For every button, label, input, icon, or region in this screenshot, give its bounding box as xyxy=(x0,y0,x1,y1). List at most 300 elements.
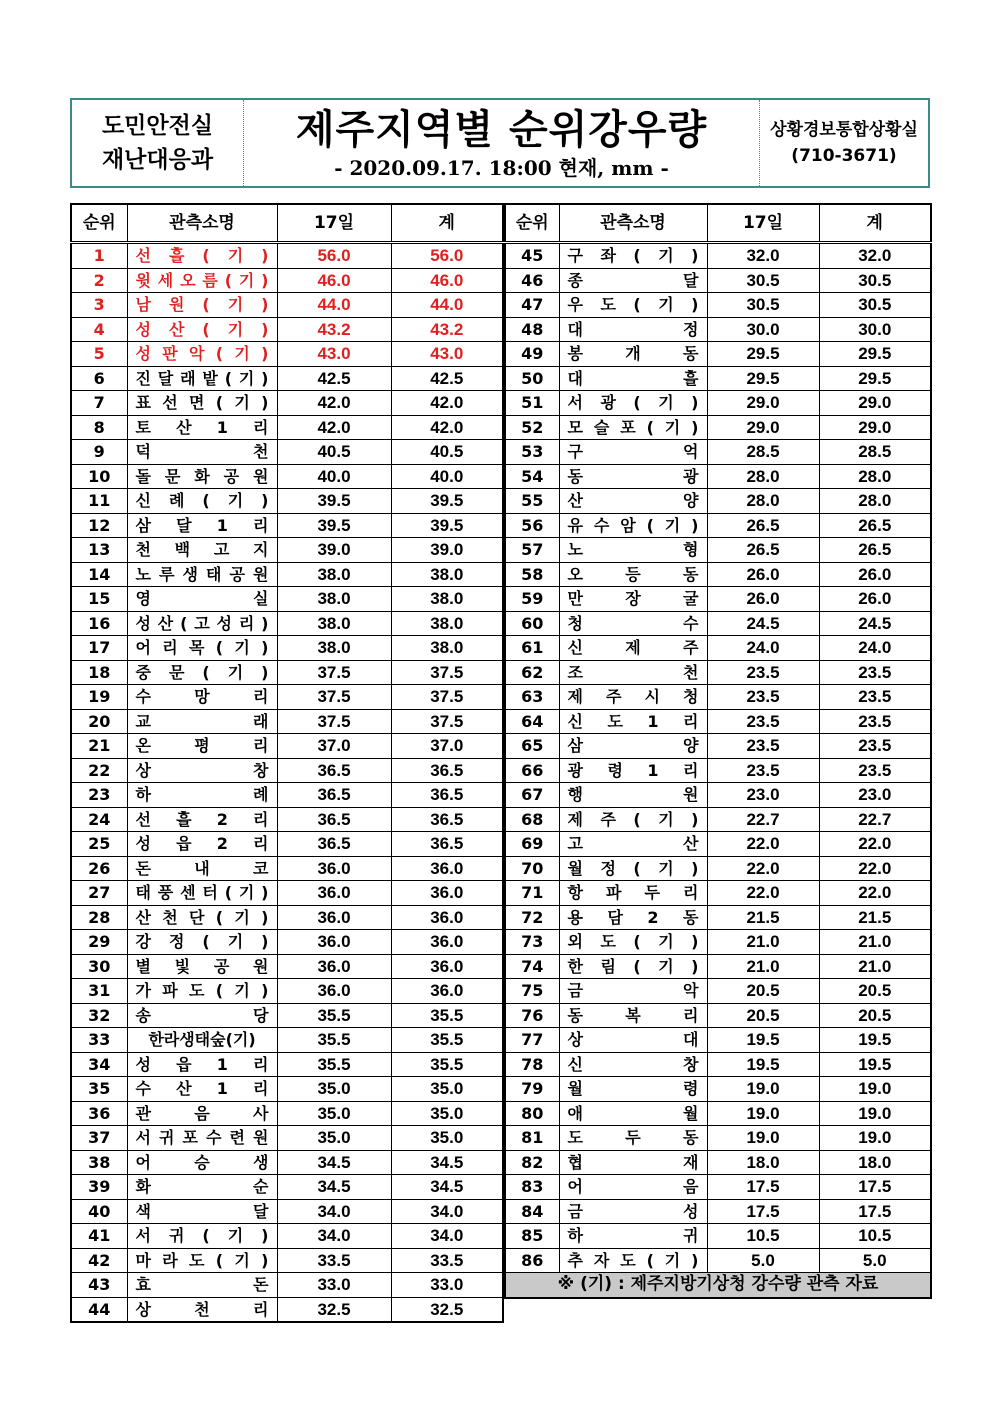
title-box xyxy=(244,100,760,186)
rank-cell: 11 xyxy=(71,489,127,514)
station-name: 신 례 ( 기 ) xyxy=(135,491,269,511)
table-row xyxy=(505,783,931,808)
table-row xyxy=(505,636,931,661)
total-rainfall-cell: 34.0 xyxy=(391,1224,503,1249)
total-rainfall-cell: 19.0 xyxy=(819,1101,931,1126)
day-rainfall-cell: 32.0 xyxy=(707,243,819,269)
day-rainfall-cell: 26.0 xyxy=(707,562,819,587)
rank-cell: 31 xyxy=(71,979,127,1004)
rank-cell: 56 xyxy=(505,513,559,538)
station-name: 진 달 래 밭 ( 기 ) xyxy=(135,368,269,388)
rank-cell: 62 xyxy=(505,660,559,685)
station-name: 애 월 xyxy=(567,1103,699,1123)
day-rainfall-cell: 40.0 xyxy=(277,464,391,489)
station-cell xyxy=(127,538,277,563)
station-cell xyxy=(559,1126,707,1151)
day-rainfall-cell: 28.0 xyxy=(707,489,819,514)
day-rainfall-cell: 35.0 xyxy=(277,1101,391,1126)
day-rainfall-cell: 30.5 xyxy=(707,268,819,293)
station-name: 돈 내 코 xyxy=(135,858,269,878)
rank-cell: 46 xyxy=(505,268,559,293)
station-name: 금 성 xyxy=(567,1201,699,1221)
station-name: 신 창 xyxy=(567,1054,699,1074)
day-rainfall-cell: 20.5 xyxy=(707,1003,819,1028)
rank-cell: 20 xyxy=(71,709,127,734)
rank-cell: 84 xyxy=(505,1199,559,1224)
table-row xyxy=(505,1224,931,1249)
station-cell xyxy=(127,636,277,661)
day-rainfall-cell: 33.0 xyxy=(277,1273,391,1298)
station-cell xyxy=(127,1224,277,1249)
rank-cell: 14 xyxy=(71,562,127,587)
rank-cell: 78 xyxy=(505,1052,559,1077)
table-row xyxy=(71,807,503,832)
rank-cell: 69 xyxy=(505,832,559,857)
station-cell xyxy=(559,636,707,661)
total-rainfall-cell: 36.0 xyxy=(391,881,503,906)
day-rainfall-cell: 21.0 xyxy=(707,930,819,955)
station-name: 대 흘 xyxy=(567,368,699,388)
table-row xyxy=(71,1052,503,1077)
station-cell xyxy=(559,440,707,465)
table-row xyxy=(505,513,931,538)
rank-cell: 7 xyxy=(71,391,127,416)
day-rainfall-cell: 36.0 xyxy=(277,881,391,906)
table-row xyxy=(505,734,931,759)
day-rainfall-cell: 35.0 xyxy=(277,1077,391,1102)
table-row xyxy=(71,489,503,514)
station-cell xyxy=(127,317,277,342)
rank-cell: 54 xyxy=(505,464,559,489)
rank-cell: 43 xyxy=(71,1273,127,1298)
rank-cell: 86 xyxy=(505,1248,559,1273)
day-rainfall-cell: 39.5 xyxy=(277,489,391,514)
station-cell xyxy=(559,1101,707,1126)
table-row xyxy=(71,391,503,416)
station-cell xyxy=(559,881,707,906)
day-rainfall-cell: 26.5 xyxy=(707,538,819,563)
total-rainfall-cell: 23.0 xyxy=(819,783,931,808)
station-cell xyxy=(559,1028,707,1053)
total-rainfall-cell: 26.0 xyxy=(819,587,931,612)
table-row xyxy=(71,293,503,318)
rank-cell: 45 xyxy=(505,243,559,269)
station-name: 태 풍 센 터 ( 기 ) xyxy=(135,883,269,903)
station-cell xyxy=(127,1175,277,1200)
day-rainfall-cell: 22.0 xyxy=(707,832,819,857)
station-name: 제 주 시 청 xyxy=(567,687,699,707)
table-row xyxy=(505,611,931,636)
total-rainfall-cell: 22.0 xyxy=(819,832,931,857)
day-rainfall-cell: 22.0 xyxy=(707,881,819,906)
total-rainfall-cell: 28.5 xyxy=(819,440,931,465)
station-name: 협 재 xyxy=(567,1152,699,1172)
rank-cell: 44 xyxy=(71,1297,127,1322)
table-row xyxy=(505,1150,931,1175)
station-cell xyxy=(127,243,277,269)
rank-cell: 23 xyxy=(71,783,127,808)
total-rainfall-cell: 36.5 xyxy=(391,758,503,783)
table-row xyxy=(505,268,931,293)
station-name: 영 실 xyxy=(135,589,269,609)
total-rainfall-cell: 28.0 xyxy=(819,489,931,514)
day-rainfall-cell: 23.5 xyxy=(707,685,819,710)
total-rainfall-cell: 36.0 xyxy=(391,954,503,979)
station-name: 산 천 단 ( 기 ) xyxy=(135,907,269,927)
station-name: 동 복 리 xyxy=(567,1005,699,1025)
table-row xyxy=(505,709,931,734)
table-row xyxy=(505,489,931,514)
station-name: 청 수 xyxy=(567,613,699,633)
col-day: 17일 xyxy=(707,204,819,243)
table-row xyxy=(505,807,931,832)
table-row xyxy=(505,391,931,416)
total-rainfall-cell: 42.5 xyxy=(391,366,503,391)
station-name: 마 라 도 ( 기 ) xyxy=(135,1250,269,1270)
table-row xyxy=(71,1028,503,1053)
table-row xyxy=(505,562,931,587)
total-rainfall-cell: 35.0 xyxy=(391,1101,503,1126)
table-row xyxy=(505,954,931,979)
day-rainfall-cell: 10.5 xyxy=(707,1224,819,1249)
day-rainfall-cell: 33.5 xyxy=(277,1248,391,1273)
table-row xyxy=(71,979,503,1004)
rank-cell: 16 xyxy=(71,611,127,636)
rank-cell: 22 xyxy=(71,758,127,783)
day-rainfall-cell: 29.0 xyxy=(707,415,819,440)
station-name: 윗 세 오 름 ( 기 ) xyxy=(135,270,269,290)
total-rainfall-cell: 29.5 xyxy=(819,342,931,367)
station-name: 항 파 두 리 xyxy=(567,883,699,903)
total-rainfall-cell: 46.0 xyxy=(391,268,503,293)
table-row xyxy=(505,243,931,269)
day-rainfall-cell: 26.0 xyxy=(707,587,819,612)
day-rainfall-cell: 36.5 xyxy=(277,807,391,832)
table-row xyxy=(71,832,503,857)
total-rainfall-cell: 21.5 xyxy=(819,905,931,930)
table-row xyxy=(71,856,503,881)
total-rainfall-cell: 30.5 xyxy=(819,268,931,293)
station-name: 추 자 도 ( 기 ) xyxy=(567,1250,699,1270)
table-row xyxy=(505,660,931,685)
day-rainfall-cell: 36.0 xyxy=(277,930,391,955)
station-name: 선 흘 ( 기 ) xyxy=(135,246,269,266)
station-name: 한라생태숲(기) xyxy=(148,1030,256,1050)
table-row xyxy=(71,1199,503,1224)
day-rainfall-cell: 38.0 xyxy=(277,636,391,661)
table-header-row xyxy=(71,204,503,243)
rank-cell: 13 xyxy=(71,538,127,563)
rank-cell: 67 xyxy=(505,783,559,808)
station-name: 월 령 xyxy=(567,1079,699,1099)
rank-cell: 17 xyxy=(71,636,127,661)
col-day: 17일 xyxy=(277,204,391,243)
station-cell xyxy=(559,1175,707,1200)
day-rainfall-cell: 36.5 xyxy=(277,783,391,808)
rank-cell: 10 xyxy=(71,464,127,489)
table-row xyxy=(505,1199,931,1224)
rank-cell: 35 xyxy=(71,1077,127,1102)
rank-cell: 26 xyxy=(71,856,127,881)
station-cell xyxy=(559,513,707,538)
rank-cell: 34 xyxy=(71,1052,127,1077)
total-rainfall-cell: 29.0 xyxy=(819,415,931,440)
day-rainfall-cell: 38.0 xyxy=(277,562,391,587)
station-cell xyxy=(127,783,277,808)
total-rainfall-cell: 43.2 xyxy=(391,317,503,342)
contact-office: 상황경보통합상황실 xyxy=(770,120,918,140)
table-row xyxy=(71,1150,503,1175)
station-cell xyxy=(559,832,707,857)
station-cell xyxy=(127,391,277,416)
station-name: 별 빛 공 원 xyxy=(135,956,269,976)
rank-cell: 81 xyxy=(505,1126,559,1151)
rank-cell: 42 xyxy=(71,1248,127,1273)
station-cell xyxy=(127,660,277,685)
day-rainfall-cell: 35.5 xyxy=(277,1003,391,1028)
table-row xyxy=(71,538,503,563)
total-rainfall-cell: 36.5 xyxy=(391,783,503,808)
rank-cell: 66 xyxy=(505,758,559,783)
station-name: 상 창 xyxy=(135,760,269,780)
station-cell xyxy=(127,1199,277,1224)
total-rainfall-cell: 23.5 xyxy=(819,660,931,685)
rank-cell: 9 xyxy=(71,440,127,465)
rank-cell: 79 xyxy=(505,1077,559,1102)
rank-cell: 38 xyxy=(71,1150,127,1175)
rank-cell: 68 xyxy=(505,807,559,832)
station-name: 성 읍 1 리 xyxy=(135,1054,269,1074)
station-cell xyxy=(127,1126,277,1151)
day-rainfall-cell: 39.5 xyxy=(277,513,391,538)
day-rainfall-cell: 19.5 xyxy=(707,1028,819,1053)
station-cell xyxy=(559,293,707,318)
station-cell xyxy=(559,243,707,269)
station-cell xyxy=(559,685,707,710)
total-rainfall-cell: 36.5 xyxy=(391,807,503,832)
station-cell xyxy=(559,807,707,832)
day-rainfall-cell: 5.0 xyxy=(707,1248,819,1273)
station-cell xyxy=(127,881,277,906)
station-cell xyxy=(127,562,277,587)
col-total: 계 xyxy=(819,204,931,243)
table-row xyxy=(505,366,931,391)
day-rainfall-cell: 36.0 xyxy=(277,856,391,881)
station-name: 산 양 xyxy=(567,491,699,511)
total-rainfall-cell: 37.5 xyxy=(391,660,503,685)
station-cell xyxy=(127,1248,277,1273)
station-name: 어 음 xyxy=(567,1177,699,1197)
total-rainfall-cell: 39.5 xyxy=(391,489,503,514)
rank-cell: 58 xyxy=(505,562,559,587)
station-cell xyxy=(559,415,707,440)
rank-cell: 48 xyxy=(505,317,559,342)
day-rainfall-cell: 42.5 xyxy=(277,366,391,391)
rank-cell: 3 xyxy=(71,293,127,318)
total-rainfall-cell: 24.0 xyxy=(819,636,931,661)
rank-cell: 37 xyxy=(71,1126,127,1151)
station-name: 가 파 도 ( 기 ) xyxy=(135,981,269,1001)
station-name: 오 등 동 xyxy=(567,564,699,584)
station-cell xyxy=(559,758,707,783)
rank-cell: 74 xyxy=(505,954,559,979)
table-row xyxy=(505,1077,931,1102)
rank-cell: 24 xyxy=(71,807,127,832)
station-name: 금 악 xyxy=(567,981,699,1001)
rank-cell: 61 xyxy=(505,636,559,661)
station-name: 선 흘 2 리 xyxy=(135,809,269,829)
table-row xyxy=(505,1003,931,1028)
table-row xyxy=(505,832,931,857)
total-rainfall-cell: 23.5 xyxy=(819,709,931,734)
table-row xyxy=(71,611,503,636)
station-cell xyxy=(127,366,277,391)
station-name: 봉 개 동 xyxy=(567,344,699,364)
day-rainfall-cell: 37.5 xyxy=(277,709,391,734)
table-row xyxy=(71,1175,503,1200)
rank-cell: 15 xyxy=(71,587,127,612)
col-station: 관측소명 xyxy=(127,204,277,243)
station-cell xyxy=(559,709,707,734)
station-name: 광 령 1 리 xyxy=(567,760,699,780)
day-rainfall-cell: 34.5 xyxy=(277,1150,391,1175)
department-line-1: 도민안전실 xyxy=(101,113,214,139)
table-row xyxy=(71,954,503,979)
total-rainfall-cell: 37.5 xyxy=(391,685,503,710)
table-row xyxy=(505,856,931,881)
total-rainfall-cell: 19.0 xyxy=(819,1077,931,1102)
rank-cell: 77 xyxy=(505,1028,559,1053)
day-rainfall-cell: 23.5 xyxy=(707,734,819,759)
total-rainfall-cell: 35.0 xyxy=(391,1077,503,1102)
total-rainfall-cell: 34.0 xyxy=(391,1199,503,1224)
total-rainfall-cell: 33.5 xyxy=(391,1248,503,1273)
day-rainfall-cell: 34.0 xyxy=(277,1199,391,1224)
total-rainfall-cell: 28.0 xyxy=(819,464,931,489)
day-rainfall-cell: 21.0 xyxy=(707,954,819,979)
day-rainfall-cell: 39.0 xyxy=(277,538,391,563)
day-rainfall-cell: 20.5 xyxy=(707,979,819,1004)
day-rainfall-cell: 38.0 xyxy=(277,611,391,636)
total-rainfall-cell: 38.0 xyxy=(391,587,503,612)
station-cell xyxy=(127,611,277,636)
rank-cell: 28 xyxy=(71,905,127,930)
table-row xyxy=(505,1248,931,1273)
station-name: 수 산 1 리 xyxy=(135,1079,269,1099)
total-rainfall-cell: 36.5 xyxy=(391,832,503,857)
station-name: 효 돈 xyxy=(135,1275,269,1295)
table-row xyxy=(505,1175,931,1200)
rainfall-table-left xyxy=(70,203,504,1323)
table-row xyxy=(71,317,503,342)
table-row xyxy=(505,464,931,489)
station-cell xyxy=(127,268,277,293)
day-rainfall-cell: 36.0 xyxy=(277,905,391,930)
station-cell xyxy=(127,709,277,734)
rainfall-table-right xyxy=(504,203,932,1299)
station-cell xyxy=(127,905,277,930)
total-rainfall-cell: 29.0 xyxy=(819,391,931,416)
station-name: 서 광 ( 기 ) xyxy=(567,393,699,413)
rank-cell: 82 xyxy=(505,1150,559,1175)
station-name: 상 대 xyxy=(567,1030,699,1050)
station-cell xyxy=(127,464,277,489)
rank-cell: 1 xyxy=(71,243,127,269)
station-cell xyxy=(559,1077,707,1102)
station-cell xyxy=(559,905,707,930)
station-name: 신 제 주 xyxy=(567,638,699,658)
station-cell xyxy=(559,1052,707,1077)
day-rainfall-cell: 37.5 xyxy=(277,685,391,710)
table-row xyxy=(71,660,503,685)
total-rainfall-cell: 22.0 xyxy=(819,856,931,881)
station-name: 성 읍 2 리 xyxy=(135,834,269,854)
station-name: 조 천 xyxy=(567,662,699,682)
total-rainfall-cell: 38.0 xyxy=(391,562,503,587)
total-rainfall-cell: 38.0 xyxy=(391,611,503,636)
station-name: 하 귀 xyxy=(567,1226,699,1246)
rank-cell: 5 xyxy=(71,342,127,367)
station-cell xyxy=(559,587,707,612)
station-name: 외 도 ( 기 ) xyxy=(567,932,699,952)
station-cell xyxy=(127,1150,277,1175)
rank-cell: 64 xyxy=(505,709,559,734)
day-rainfall-cell: 30.5 xyxy=(707,293,819,318)
total-rainfall-cell: 40.5 xyxy=(391,440,503,465)
day-rainfall-cell: 29.5 xyxy=(707,366,819,391)
station-cell xyxy=(559,783,707,808)
station-name: 온 평 리 xyxy=(135,736,269,756)
table-row xyxy=(505,587,931,612)
station-name: 표 선 면 ( 기 ) xyxy=(135,393,269,413)
day-rainfall-cell: 37.0 xyxy=(277,734,391,759)
station-name: 중 문 ( 기 ) xyxy=(135,662,269,682)
station-name: 만 장 굴 xyxy=(567,589,699,609)
table-row xyxy=(71,783,503,808)
station-cell xyxy=(127,440,277,465)
station-name: 삼 양 xyxy=(567,736,699,756)
rank-cell: 73 xyxy=(505,930,559,955)
rank-cell: 25 xyxy=(71,832,127,857)
total-rainfall-cell: 37.0 xyxy=(391,734,503,759)
rank-cell: 6 xyxy=(71,366,127,391)
total-rainfall-cell: 20.5 xyxy=(819,979,931,1004)
day-rainfall-cell: 23.0 xyxy=(707,783,819,808)
total-rainfall-cell: 21.0 xyxy=(819,930,931,955)
station-cell xyxy=(559,660,707,685)
day-rainfall-cell: 26.5 xyxy=(707,513,819,538)
total-rainfall-cell: 23.5 xyxy=(819,758,931,783)
rank-cell: 65 xyxy=(505,734,559,759)
rank-cell: 60 xyxy=(505,611,559,636)
station-name: 색 달 xyxy=(135,1201,269,1221)
total-rainfall-cell: 42.0 xyxy=(391,391,503,416)
rank-cell: 4 xyxy=(71,317,127,342)
rank-cell: 12 xyxy=(71,513,127,538)
day-rainfall-cell: 56.0 xyxy=(277,243,391,269)
station-name: 제 주 ( 기 ) xyxy=(567,809,699,829)
station-name: 한 림 ( 기 ) xyxy=(567,956,699,976)
total-rainfall-cell: 30.5 xyxy=(819,293,931,318)
day-rainfall-cell: 29.0 xyxy=(707,391,819,416)
total-rainfall-cell: 23.5 xyxy=(819,685,931,710)
day-rainfall-cell: 44.0 xyxy=(277,293,391,318)
table-row xyxy=(505,1028,931,1053)
total-rainfall-cell: 36.0 xyxy=(391,979,503,1004)
station-cell xyxy=(559,1248,707,1273)
page-title: 제주지역별 순위강우량 xyxy=(295,107,708,153)
station-cell xyxy=(127,1003,277,1028)
